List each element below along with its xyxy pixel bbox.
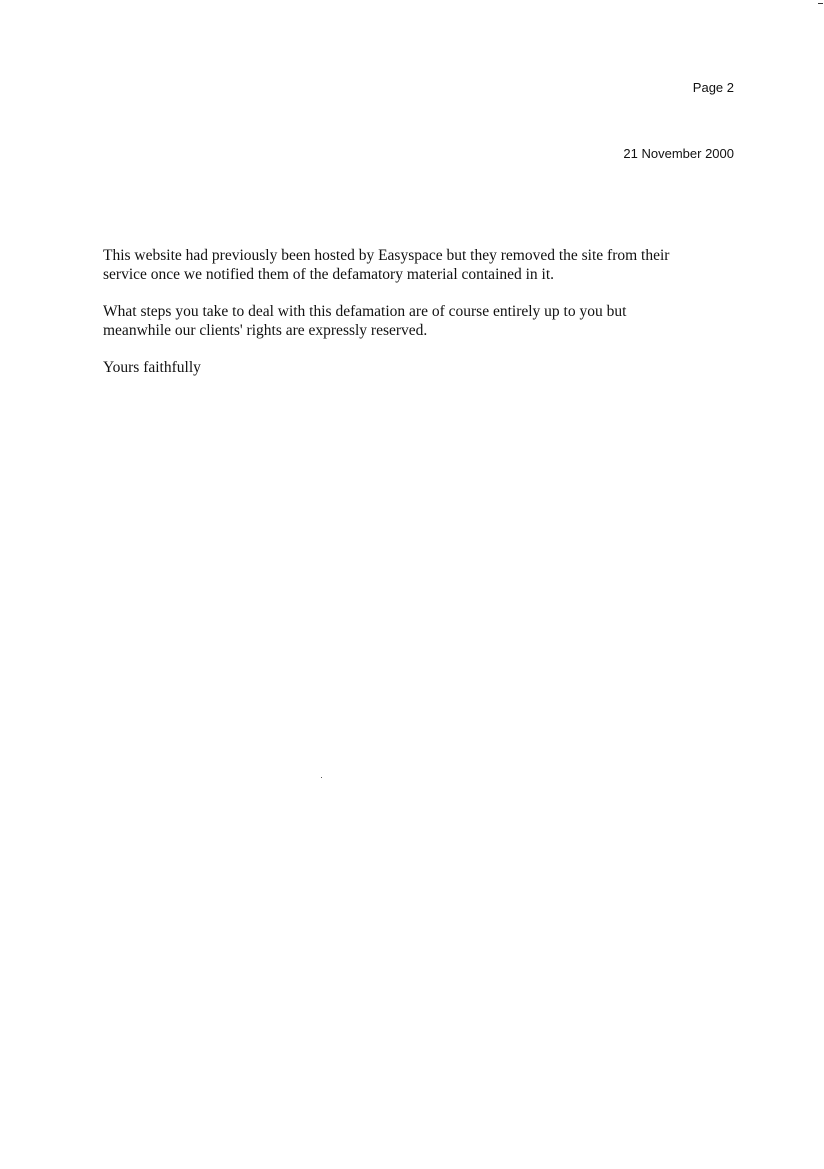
paragraph-hosting bbox=[103, 246, 743, 284]
scan-speck bbox=[321, 777, 322, 778]
scan-corner-mark bbox=[818, 3, 823, 4]
paragraph-line: Yours faithfully bbox=[103, 359, 201, 376]
paragraph-line: What steps you take to deal with this defamation are of course entirely up to you but bbox=[103, 303, 627, 320]
paragraph-line: This website had previously been hosted by Easyspace but they removed the site from their bbox=[103, 247, 670, 264]
letter-body bbox=[103, 246, 743, 395]
letter-date: 21 November 2000 bbox=[623, 146, 734, 161]
paragraph-rights-reserved bbox=[103, 302, 743, 340]
page-number: Page 2 bbox=[692, 80, 734, 95]
paragraph-line: meanwhile our clients' rights are expressly reserved. bbox=[103, 322, 428, 339]
closing-salutation bbox=[103, 358, 743, 377]
paragraph-line: service once we notified them of the defamatory material contained in it. bbox=[103, 266, 555, 283]
